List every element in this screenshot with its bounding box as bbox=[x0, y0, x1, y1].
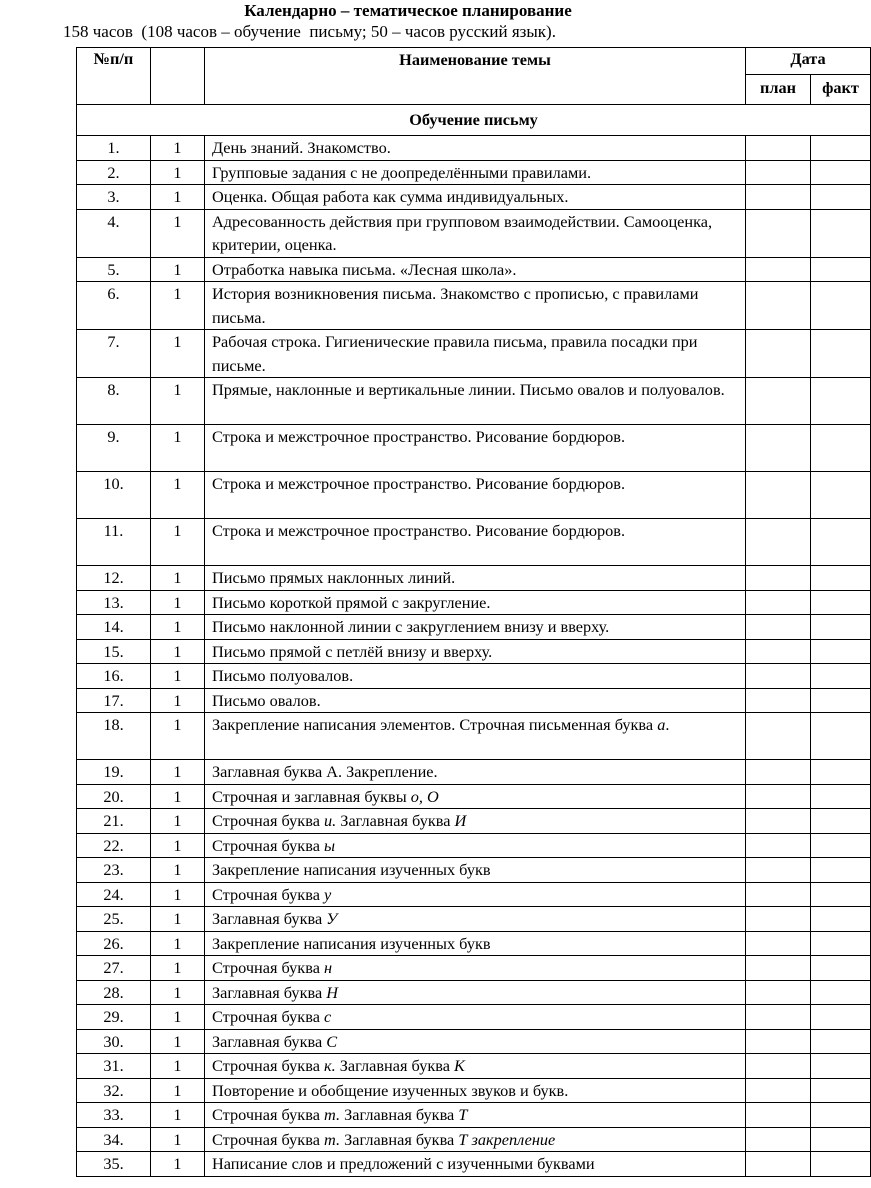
header-row bbox=[77, 48, 871, 75]
row-number: 33. bbox=[77, 1103, 151, 1128]
topic-text: Рабочая строка. Гигиенические правила письма, правила посадки при письме. bbox=[212, 332, 698, 375]
table-row bbox=[77, 980, 871, 1005]
table-row bbox=[77, 809, 871, 834]
row-number: 35. bbox=[77, 1152, 151, 1177]
row-hours: 1 bbox=[151, 639, 205, 664]
row-hours: 1 bbox=[151, 1127, 205, 1152]
row-plan-date bbox=[746, 1054, 811, 1079]
row-plan-date bbox=[746, 858, 811, 883]
row-plan-date bbox=[746, 882, 811, 907]
table-row bbox=[77, 833, 871, 858]
row-hours: 1 bbox=[151, 615, 205, 640]
row-plan-date bbox=[746, 980, 811, 1005]
row-topic bbox=[205, 858, 746, 883]
row-topic bbox=[205, 833, 746, 858]
row-hours: 1 bbox=[151, 956, 205, 981]
row-fact-date bbox=[811, 330, 871, 378]
table-row bbox=[77, 882, 871, 907]
row-plan-date bbox=[746, 713, 811, 760]
row-plan-date bbox=[746, 956, 811, 981]
topic-text: Заглавная буква bbox=[212, 1031, 327, 1051]
row-fact-date bbox=[811, 1103, 871, 1128]
row-topic bbox=[205, 760, 746, 785]
row-plan-date bbox=[746, 931, 811, 956]
topic-text: Строка и межстрочное пространство. Рисование бордюров. bbox=[212, 474, 626, 493]
row-fact-date bbox=[811, 688, 871, 713]
row-topic bbox=[205, 1103, 746, 1128]
row-hours: 1 bbox=[151, 472, 205, 519]
row-fact-date bbox=[811, 472, 871, 519]
topic-text: Оценка. Общая работа как сумма индивидуальных. bbox=[212, 187, 569, 206]
table-row bbox=[77, 209, 871, 257]
row-number: 6. bbox=[77, 282, 151, 330]
row-fact-date bbox=[811, 566, 871, 591]
row-plan-date bbox=[746, 1152, 811, 1177]
row-fact-date bbox=[811, 1054, 871, 1079]
row-fact-date bbox=[811, 160, 871, 185]
row-topic bbox=[205, 330, 746, 378]
topic-letter: т. bbox=[324, 1129, 341, 1149]
topic-text: Заглавная буква bbox=[212, 982, 327, 1002]
row-plan-date bbox=[746, 760, 811, 785]
row-plan-date bbox=[746, 809, 811, 834]
topic-text-tail: Заглавная буква bbox=[340, 1129, 459, 1149]
row-topic bbox=[205, 472, 746, 519]
topic-text: Закрепление написания изученных букв bbox=[212, 933, 491, 953]
row-hours: 1 bbox=[151, 760, 205, 785]
table-row bbox=[77, 1029, 871, 1054]
row-number: 22. bbox=[77, 833, 151, 858]
topic-text: Строчная буква bbox=[212, 1056, 324, 1075]
row-topic bbox=[205, 931, 746, 956]
row-number: 5. bbox=[77, 257, 151, 282]
row-fact-date bbox=[811, 784, 871, 809]
topic-text: Письмо полуовалов. bbox=[212, 666, 354, 685]
topic-letter: н bbox=[324, 958, 333, 977]
row-number: 20. bbox=[77, 784, 151, 809]
row-plan-date bbox=[746, 257, 811, 282]
topic-text-tail: Заглавная буква bbox=[340, 1105, 459, 1124]
table-row bbox=[77, 639, 871, 664]
row-fact-date bbox=[811, 980, 871, 1005]
table-row bbox=[77, 185, 871, 210]
row-topic bbox=[205, 980, 746, 1005]
row-number: 3. bbox=[77, 185, 151, 210]
row-plan-date bbox=[746, 566, 811, 591]
row-number: 21. bbox=[77, 809, 151, 834]
table-row bbox=[77, 615, 871, 640]
table-row bbox=[77, 257, 871, 282]
row-topic bbox=[205, 160, 746, 185]
row-number: 1. bbox=[77, 136, 151, 161]
row-plan-date bbox=[746, 1078, 811, 1103]
row-plan-date bbox=[746, 615, 811, 640]
row-fact-date bbox=[811, 713, 871, 760]
topic-text-tail: Заглавная буква bbox=[335, 1056, 455, 1075]
topic-text: Письмо прямой с петлёй внизу и вверху. bbox=[212, 641, 493, 661]
row-plan-date bbox=[746, 833, 811, 858]
row-hours: 1 bbox=[151, 688, 205, 713]
topic-text: Строка и межстрочное пространство. Рисование бордюров. bbox=[212, 427, 626, 446]
table-row bbox=[77, 931, 871, 956]
row-topic bbox=[205, 209, 746, 257]
topic-text-tail: Заглавная буква bbox=[336, 811, 455, 830]
row-topic bbox=[205, 1078, 746, 1103]
row-fact-date bbox=[811, 1078, 871, 1103]
row-number: 15. bbox=[77, 639, 151, 664]
row-fact-date bbox=[811, 639, 871, 664]
row-number: 12. bbox=[77, 566, 151, 591]
table-row bbox=[77, 378, 871, 425]
topic-text: День знаний. Знакомство. bbox=[212, 138, 391, 157]
row-plan-date bbox=[746, 185, 811, 210]
row-hours: 1 bbox=[151, 209, 205, 257]
row-fact-date bbox=[811, 136, 871, 161]
topic-text: Строчная буква bbox=[212, 811, 324, 830]
topic-letter: у bbox=[324, 884, 332, 904]
topic-letter-capital: Т bbox=[458, 1105, 468, 1124]
topic-text: Строчная буква bbox=[212, 1007, 324, 1026]
row-hours: 1 bbox=[151, 784, 205, 809]
topic-letter: а bbox=[657, 715, 666, 734]
topic-letter: Н bbox=[326, 982, 339, 1002]
row-number: 2. bbox=[77, 160, 151, 185]
row-hours: 1 bbox=[151, 1103, 205, 1128]
topic-text: Письмо прямых наклонных линий. bbox=[212, 568, 456, 587]
table-row bbox=[77, 1152, 871, 1177]
row-topic bbox=[205, 956, 746, 981]
row-hours: 1 bbox=[151, 282, 205, 330]
topic-text: Закрепление написания элементов. Строчная письменная буква bbox=[212, 715, 658, 734]
row-number: 26. bbox=[77, 931, 151, 956]
section-row bbox=[77, 105, 871, 136]
row-number: 32. bbox=[77, 1078, 151, 1103]
row-number: 27. bbox=[77, 956, 151, 981]
header-hours bbox=[151, 48, 205, 105]
topic-letter: С bbox=[326, 1031, 338, 1051]
row-number: 11. bbox=[77, 519, 151, 566]
table-row bbox=[77, 282, 871, 330]
row-plan-date bbox=[746, 784, 811, 809]
row-plan-date bbox=[746, 378, 811, 425]
row-topic bbox=[205, 425, 746, 472]
row-hours: 1 bbox=[151, 566, 205, 591]
topic-text: Адресованность действия при групповом взаимодействии. Самооценка, критерии, оценка. bbox=[212, 211, 713, 254]
row-plan-date bbox=[746, 209, 811, 257]
row-topic bbox=[205, 590, 746, 615]
topic-text: Строчная и заглавная буквы bbox=[212, 786, 411, 806]
row-topic bbox=[205, 809, 746, 834]
table-row bbox=[77, 160, 871, 185]
row-hours: 1 bbox=[151, 330, 205, 378]
topic-text: Заглавная буква bbox=[212, 909, 327, 928]
row-plan-date bbox=[746, 664, 811, 689]
row-number: 23. bbox=[77, 858, 151, 883]
table-row bbox=[77, 330, 871, 378]
row-number: 34. bbox=[77, 1127, 151, 1152]
topic-text: Закрепление написания изученных букв bbox=[212, 860, 491, 879]
topic-text: Письмо короткой прямой с закругление. bbox=[212, 592, 491, 612]
topic-text: Отработка навыка письма. «Лесная школа». bbox=[212, 259, 517, 279]
topic-text: Строчная буква bbox=[212, 1105, 324, 1124]
topic-text: Заглавная буква А. Закрепление. bbox=[212, 762, 438, 781]
table-row bbox=[77, 1005, 871, 1030]
row-hours: 1 bbox=[151, 590, 205, 615]
row-fact-date bbox=[811, 907, 871, 932]
topic-text: Строчная буква bbox=[212, 884, 324, 904]
table-row bbox=[77, 519, 871, 566]
row-number: 14. bbox=[77, 615, 151, 640]
row-topic bbox=[205, 1029, 746, 1054]
row-hours: 1 bbox=[151, 1054, 205, 1079]
row-hours: 1 bbox=[151, 1005, 205, 1030]
row-number: 7. bbox=[77, 330, 151, 378]
row-fact-date bbox=[811, 282, 871, 330]
row-plan-date bbox=[746, 472, 811, 519]
row-number: 24. bbox=[77, 882, 151, 907]
row-number: 28. bbox=[77, 980, 151, 1005]
topic-text: Строчная буква bbox=[212, 835, 324, 855]
table-row bbox=[77, 1054, 871, 1079]
row-hours: 1 bbox=[151, 1029, 205, 1054]
row-fact-date bbox=[811, 956, 871, 981]
row-topic bbox=[205, 784, 746, 809]
table-row bbox=[77, 1127, 871, 1152]
row-number: 16. bbox=[77, 664, 151, 689]
row-plan-date bbox=[746, 907, 811, 932]
row-number: 8. bbox=[77, 378, 151, 425]
row-number: 29. bbox=[77, 1005, 151, 1030]
row-topic bbox=[205, 882, 746, 907]
row-plan-date bbox=[746, 282, 811, 330]
row-fact-date bbox=[811, 809, 871, 834]
topic-text: Строчная буква bbox=[212, 958, 324, 977]
row-topic bbox=[205, 378, 746, 425]
row-hours: 1 bbox=[151, 1078, 205, 1103]
row-fact-date bbox=[811, 833, 871, 858]
document-subtitle: 158 часов (108 часов – обучение письму; 50 – часов русский язык). bbox=[63, 22, 556, 41]
row-hours: 1 bbox=[151, 378, 205, 425]
row-topic bbox=[205, 907, 746, 932]
row-number: 4. bbox=[77, 209, 151, 257]
header-fact: факт bbox=[811, 75, 871, 105]
header-date: Дата bbox=[746, 48, 871, 75]
row-hours: 1 bbox=[151, 185, 205, 210]
table-row bbox=[77, 760, 871, 785]
row-fact-date bbox=[811, 519, 871, 566]
row-fact-date bbox=[811, 378, 871, 425]
row-hours: 1 bbox=[151, 160, 205, 185]
topic-text: Повторение и обобщение изученных звуков и букв. bbox=[212, 1080, 569, 1100]
topic-text: Письмо овалов. bbox=[212, 690, 321, 710]
topic-letter: и. bbox=[324, 811, 337, 830]
row-number: 19. bbox=[77, 760, 151, 785]
row-hours: 1 bbox=[151, 931, 205, 956]
row-hours: 1 bbox=[151, 858, 205, 883]
table-row bbox=[77, 688, 871, 713]
row-topic bbox=[205, 566, 746, 591]
row-hours: 1 bbox=[151, 882, 205, 907]
row-number: 17. bbox=[77, 688, 151, 713]
table-row bbox=[77, 956, 871, 981]
document-title: Календарно – тематическое планирование bbox=[244, 1, 572, 20]
row-fact-date bbox=[811, 664, 871, 689]
row-hours: 1 bbox=[151, 1152, 205, 1177]
row-topic bbox=[205, 185, 746, 210]
topic-letter: о, О bbox=[410, 786, 439, 806]
topic-letter: т. bbox=[324, 1105, 341, 1124]
row-fact-date bbox=[811, 1152, 871, 1177]
row-number: 10. bbox=[77, 472, 151, 519]
row-topic bbox=[205, 639, 746, 664]
row-plan-date bbox=[746, 425, 811, 472]
row-fact-date bbox=[811, 257, 871, 282]
table-row bbox=[77, 425, 871, 472]
row-topic bbox=[205, 1005, 746, 1030]
row-plan-date bbox=[746, 330, 811, 378]
row-number: 30. bbox=[77, 1029, 151, 1054]
table-row bbox=[77, 858, 871, 883]
row-plan-date bbox=[746, 590, 811, 615]
table-row bbox=[77, 566, 871, 591]
row-plan-date bbox=[746, 639, 811, 664]
row-hours: 1 bbox=[151, 136, 205, 161]
row-plan-date bbox=[746, 519, 811, 566]
topic-text: Написание слов и предложений с изученными буквами bbox=[212, 1154, 595, 1173]
row-hours: 1 bbox=[151, 664, 205, 689]
row-topic bbox=[205, 1054, 746, 1079]
row-plan-date bbox=[746, 1029, 811, 1054]
table-row bbox=[77, 590, 871, 615]
topic-letter-capital: К bbox=[454, 1056, 465, 1075]
table-row bbox=[77, 1078, 871, 1103]
row-fact-date bbox=[811, 760, 871, 785]
row-fact-date bbox=[811, 1005, 871, 1030]
row-hours: 1 bbox=[151, 425, 205, 472]
row-number: 13. bbox=[77, 590, 151, 615]
row-fact-date bbox=[811, 1127, 871, 1152]
row-topic bbox=[205, 615, 746, 640]
row-plan-date bbox=[746, 1005, 811, 1030]
topic-text: Групповые задания с не доопределёнными правилами. bbox=[212, 162, 592, 182]
schedule-table bbox=[76, 47, 871, 1177]
table-row bbox=[77, 713, 871, 760]
row-fact-date bbox=[811, 185, 871, 210]
section-title: Обучение письму bbox=[77, 105, 871, 136]
header-topic: Наименование темы bbox=[205, 48, 746, 105]
row-plan-date bbox=[746, 1127, 811, 1152]
row-hours: 1 bbox=[151, 907, 205, 932]
row-fact-date bbox=[811, 1029, 871, 1054]
row-hours: 1 bbox=[151, 980, 205, 1005]
row-fact-date bbox=[811, 209, 871, 257]
table-row bbox=[77, 664, 871, 689]
row-topic bbox=[205, 136, 746, 161]
row-topic bbox=[205, 664, 746, 689]
row-plan-date bbox=[746, 1103, 811, 1128]
header-plan: план bbox=[746, 75, 811, 105]
row-hours: 1 bbox=[151, 833, 205, 858]
row-hours: 1 bbox=[151, 257, 205, 282]
row-fact-date bbox=[811, 931, 871, 956]
row-fact-date bbox=[811, 858, 871, 883]
topic-letter: У bbox=[326, 909, 338, 928]
row-number: 9. bbox=[77, 425, 151, 472]
row-fact-date bbox=[811, 425, 871, 472]
row-hours: 1 bbox=[151, 519, 205, 566]
row-fact-date bbox=[811, 882, 871, 907]
row-topic bbox=[205, 1127, 746, 1152]
topic-letter-capital: Т закрепление bbox=[458, 1129, 556, 1149]
topic-letter: ы bbox=[324, 835, 336, 855]
table-row bbox=[77, 136, 871, 161]
row-topic bbox=[205, 1152, 746, 1177]
row-topic bbox=[205, 713, 746, 760]
row-number: 25. bbox=[77, 907, 151, 932]
row-plan-date bbox=[746, 688, 811, 713]
topic-letter: к. bbox=[324, 1056, 336, 1075]
topic-text: Строка и межстрочное пространство. Рисование бордюров. bbox=[212, 521, 626, 540]
topic-text-tail: . bbox=[665, 715, 670, 734]
row-plan-date bbox=[746, 160, 811, 185]
topic-letter: с bbox=[324, 1007, 332, 1026]
table-row bbox=[77, 784, 871, 809]
topic-letter-capital: И bbox=[454, 811, 467, 830]
row-topic bbox=[205, 257, 746, 282]
row-fact-date bbox=[811, 590, 871, 615]
header-num: №п/п bbox=[77, 48, 151, 105]
topic-text: История возникновения письма. Знакомство с прописью, с правилами письма. bbox=[212, 284, 699, 327]
row-plan-date bbox=[746, 136, 811, 161]
topic-text: Строчная буква bbox=[212, 1129, 324, 1149]
table-row bbox=[77, 1103, 871, 1128]
topic-text: Прямые, наклонные и вертикальные линии. Письмо овалов и полуовалов. bbox=[212, 380, 725, 399]
row-fact-date bbox=[811, 615, 871, 640]
row-number: 31. bbox=[77, 1054, 151, 1079]
table-row bbox=[77, 472, 871, 519]
row-hours: 1 bbox=[151, 809, 205, 834]
topic-text: Письмо наклонной линии с закруглением внизу и вверху. bbox=[212, 617, 610, 636]
row-topic bbox=[205, 282, 746, 330]
row-topic bbox=[205, 519, 746, 566]
row-topic bbox=[205, 688, 746, 713]
table-row bbox=[77, 907, 871, 932]
row-hours: 1 bbox=[151, 713, 205, 760]
row-number: 18. bbox=[77, 713, 151, 760]
